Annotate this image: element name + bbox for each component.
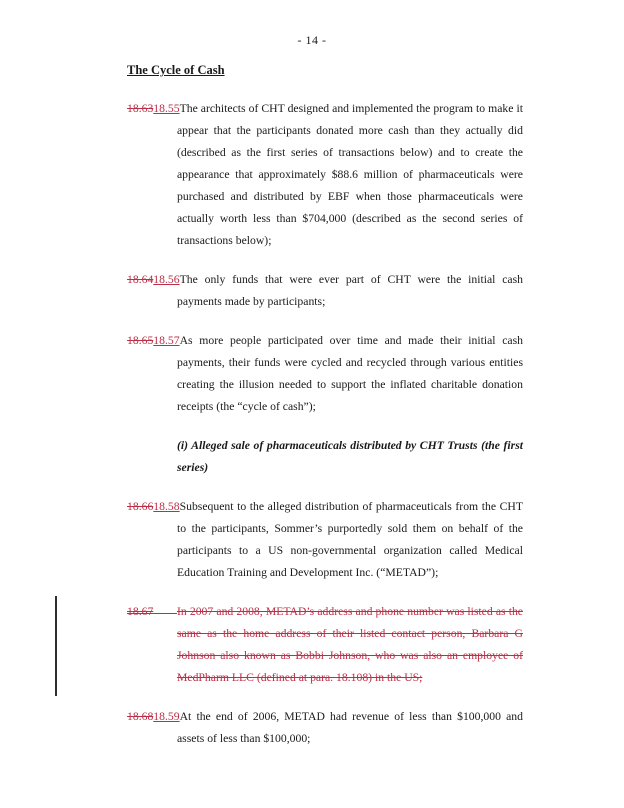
paragraph-text: As more people participated over time and made their initial cash payments, their funds were cycled and recycled through various entities creating the illusion needed to support the inflated charitable donation receipts (the “cycle of cash”); xyxy=(177,334,523,413)
inserted-number: 18.58 xyxy=(153,500,180,513)
document-content xyxy=(127,62,523,767)
inserted-number: 18.56 xyxy=(153,273,180,286)
paragraph-18-55 xyxy=(127,98,523,252)
paragraph-number-revision xyxy=(127,710,180,723)
paragraph-number-revision xyxy=(127,102,180,115)
subheading-alleged-sale-first-series: (i) Alleged sale of pharmaceuticals distributed by CHT Trusts (the first series) xyxy=(177,439,523,474)
paragraph-18-57 xyxy=(127,330,523,418)
deleted-number: 18.65 xyxy=(127,334,154,347)
paragraph-18-56 xyxy=(127,269,523,313)
paragraph-number-revision xyxy=(127,334,180,347)
paragraph-18-58 xyxy=(127,496,523,584)
inserted-number: 18.59 xyxy=(153,710,180,723)
paragraph-text: The only funds that were ever part of CHT were the initial cash payments made by participants; xyxy=(177,273,523,308)
section-heading: The Cycle of Cash xyxy=(127,63,225,77)
deleted-number: 18.63 xyxy=(127,102,154,115)
paragraph-text: The architects of CHT designed and implemented the program to make it appear that the participants donated more cash than they actually did (described as the first series of transactions below) and to create the appearance that approximately $88.6 million of pharmaceuticals were purchased and distributed by EBF when those pharmaceuticals were actually worth less than $704,000 (described as the second series of transactions below); xyxy=(177,102,523,247)
inserted-number: 18.57 xyxy=(153,334,180,347)
deleted-number: 18.67 xyxy=(127,601,177,623)
paragraph-number-revision xyxy=(127,273,180,286)
paragraph-number-revision xyxy=(127,500,180,513)
change-bar xyxy=(55,596,57,696)
paragraph-text: Subsequent to the alleged distribution of pharmaceuticals from the CHT to the participants, Sommer’s purportedly sold them on behalf of the participants to a US non-governmental organization called Medical Education Training and Development Inc. (“METAD”); xyxy=(177,500,523,579)
deleted-paragraph-text: In 2007 and 2008, METAD’s address and phone number was listed as the same as the home address of their listed contact person, Barbara G Johnson also known as Bobbi Johnson, who was also an employee of MedPharm LLC (defined at para. 18.108) in the US; xyxy=(177,605,523,684)
deleted-number: 18.68 xyxy=(127,710,154,723)
paragraph-18-59 xyxy=(127,706,523,750)
paragraph-text: At the end of 2006, METAD had revenue of less than $100,000 and assets of less than $100,000; xyxy=(177,710,523,745)
page-number: - 14 - xyxy=(297,33,327,47)
deleted-number: 18.66 xyxy=(127,500,154,513)
deleted-number: 18.64 xyxy=(127,273,154,286)
inserted-number: 18.55 xyxy=(153,102,180,115)
paragraph-18-67-deleted xyxy=(127,601,523,689)
